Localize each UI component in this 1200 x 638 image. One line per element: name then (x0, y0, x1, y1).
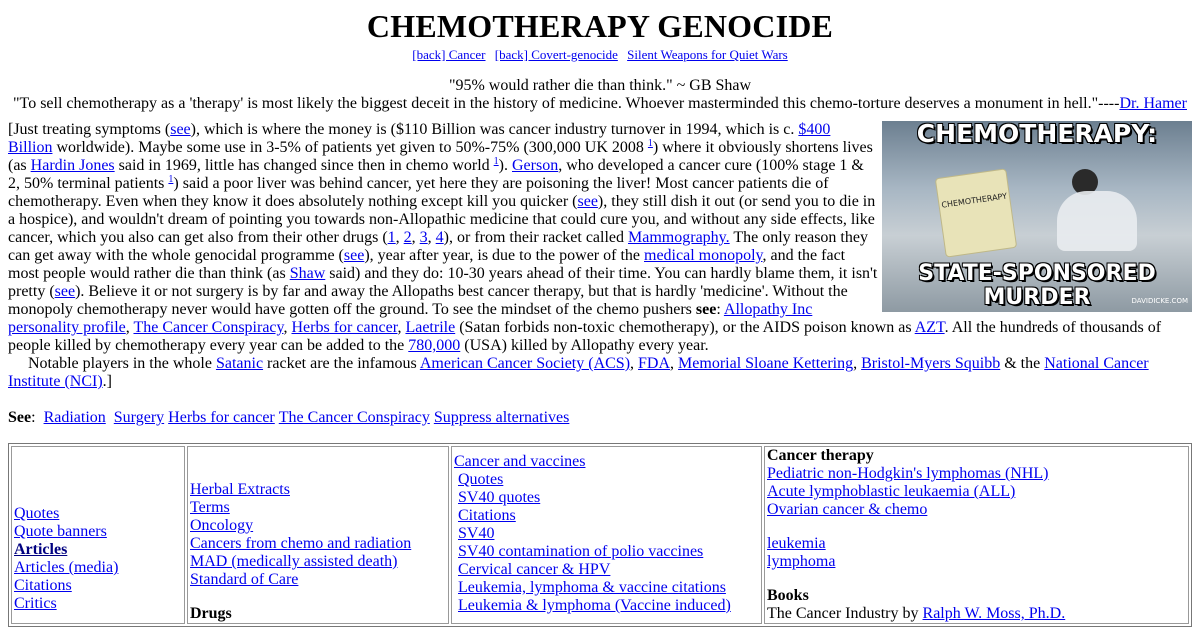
see-bold-label: see (695, 301, 717, 318)
text: , (125, 319, 134, 336)
allopathy-profile-link[interactable]: Allopathy Inc personality profile (8, 301, 813, 336)
chemotherapy-banner-image (882, 121, 1192, 312)
banner-bottom-line2: MURDER (983, 285, 1091, 310)
text: : (716, 301, 724, 318)
sv40-link[interactable]: SV40 (458, 525, 495, 542)
footnote-link[interactable]: 1 (647, 138, 653, 149)
text: , (397, 319, 406, 336)
hamer-quote (8, 95, 1192, 113)
books-heading: Books (767, 587, 809, 604)
text: ). Believe it or not surgery is by far and away the Allopaths best cancer therapy, but that is hardly 'medicine'. Without the monopoly chemotherapy never would have gotten off the ground. To see the mindset of the chemo pushers (8, 283, 848, 318)
text: ). (498, 157, 512, 174)
see-link[interactable]: see (54, 283, 76, 300)
text: ) where it obviously shortens lives (as (8, 139, 873, 174)
hamer-quote-text: "To sell chemotherapy as a 'therapy' is most likely the biggest deceit in the history of medicine. Whoever masterminded this chemo-torture deserves a monument in hell."---- (13, 95, 1120, 112)
see-label: See (8, 409, 32, 426)
nav-column-1 (11, 446, 185, 624)
cervical-hpv-link[interactable]: Cervical cancer & HPV (458, 561, 611, 578)
cancers-from-chemo-link[interactable]: Cancers from chemo and radiation (190, 535, 412, 552)
herbal-extracts-link[interactable]: Herbal Extracts (190, 481, 290, 498)
text: ) said a poor liver was behind cancer, yet here they are poisoning the liver! Most cancer patients die of chemotherapy. Even when they know it does absolutely nothing except kill you quicker ( (8, 175, 829, 210)
navigation-table (8, 443, 1192, 627)
leukemia-vaccine-induced-link[interactable]: Leukemia & lymphoma (Vaccine induced) (458, 597, 731, 614)
terms-link[interactable]: Terms (190, 499, 230, 516)
text: ), which is where the money is ($110 Billion was cancer industry turnover in 1994, which is c. (190, 121, 799, 138)
herbs-for-cancer-link[interactable]: Herbs for cancer (291, 319, 398, 336)
text: Notable players in the whole (28, 355, 216, 372)
nav-column-2 (187, 446, 449, 624)
lymphoma-link[interactable]: lymphoma (767, 553, 836, 570)
leukemia-link[interactable]: leukemia (767, 535, 826, 552)
footnote-link[interactable]: 1 (168, 174, 174, 185)
vaccine-citations-link[interactable]: Citations (458, 507, 516, 524)
book-text: The Cancer Industry by (767, 605, 923, 622)
drug-link-2[interactable]: 2 (403, 229, 412, 246)
mad-link[interactable]: MAD (medically assisted death) (190, 553, 398, 570)
footnote-link[interactable]: 1 (493, 156, 499, 167)
players-paragraph: Notable players in the whole Satanic racket are the infamous American Cancer Society (ACS), FDA, Memorial Sloane Kettering, Bristol-Myers Squibb & the National Cancer Institute (NCI).] (8, 355, 1149, 390)
text: said) and they do: 10-30 years ahead of their time. You can hardly blame them, it isn't pretty ( (8, 265, 878, 300)
fda-link[interactable]: FDA (638, 355, 671, 372)
surgery-link[interactable]: Surgery (113, 409, 165, 426)
ovarian-cancer-link[interactable]: Ovarian cancer & chemo (767, 501, 928, 518)
laetrile-link[interactable]: Laetrile (405, 319, 456, 336)
400-billion-link[interactable]: $400 Billion (8, 121, 831, 156)
see-link[interactable]: see (170, 121, 191, 138)
vaccine-quotes-link[interactable]: Quotes (458, 471, 504, 488)
text: racket are the infamous (263, 355, 420, 372)
gerson-link[interactable]: Gerson (512, 157, 559, 174)
shaw-link[interactable]: Shaw (289, 265, 326, 282)
critics-link[interactable]: Critics (14, 595, 57, 612)
cancer-therapy-heading: Cancer therapy (767, 447, 874, 464)
see-also-line: See: Radiation Surgery Herbs for cancer The Cancer Conspiracy Suppress alternatives (8, 409, 570, 426)
text: . All the hundreds of thousands of people killed by chemotherapy every year can be added to the (8, 319, 1162, 354)
text: (USA) killed by Allopathy every year. (460, 337, 709, 354)
acs-link[interactable]: American Cancer Society (ACS) (419, 355, 631, 372)
radiation-link[interactable]: Radiation (43, 409, 106, 426)
text: , (283, 319, 292, 336)
herbs-link[interactable]: Herbs for cancer (168, 409, 275, 426)
banner-watermark: DAVIDICKE.COM (1131, 297, 1188, 305)
bms-link[interactable]: Bristol-Myers Squibb (861, 355, 1001, 372)
sv40-polio-link[interactable]: SV40 contamination of polio vaccines (458, 543, 704, 560)
back-covert-genocide-link[interactable]: [back] Covert-genocide (494, 47, 618, 62)
text: [Just treating symptoms ( (8, 121, 171, 138)
bag-label: CHEMOTHERAPY (940, 191, 1008, 210)
nci-link[interactable]: National Cancer Institute (NCI) (8, 355, 1149, 390)
see-link[interactable]: see (577, 193, 598, 210)
drug-link-3[interactable]: 3 (419, 229, 428, 246)
articles-link[interactable]: Articles (14, 541, 68, 558)
text: .] (102, 373, 112, 390)
mammography-link[interactable]: Mammography. (628, 229, 730, 246)
banner-bottom-line1: STATE-SPONSORED (918, 261, 1156, 286)
shaw-quote: "95% would rather die than think." ~ GB Shaw (448, 77, 752, 94)
see-link[interactable]: see (343, 247, 365, 264)
conspiracy-link[interactable]: The Cancer Conspiracy (278, 409, 430, 426)
780000-link[interactable]: 780,000 (408, 337, 461, 354)
text: ), they still dish it out (or send you to die in a hospice), and wouldn't dream of pointing you towards non-Allopathic medicine that could cure you, and without any side effects, like cancer, which you also can get also from their other drugs ( (8, 193, 876, 246)
oncology-link[interactable]: Oncology (190, 517, 254, 534)
iv-bag-icon (935, 168, 1017, 257)
cancer-vaccines-link[interactable]: Cancer and vaccines (454, 453, 586, 470)
book-entry (767, 605, 1186, 623)
silent-weapons-link[interactable]: Silent Weapons for Quiet Wars (627, 47, 788, 62)
medical-monopoly-link[interactable]: medical monopoly (644, 247, 763, 264)
quotes-link[interactable]: Quotes (14, 505, 60, 522)
text: (Satan forbids non-toxic chemotherapy), or the AIDS poison known as (455, 319, 915, 336)
hardin-jones-link[interactable]: Hardin Jones (30, 157, 115, 174)
patient-body-shape (1057, 191, 1137, 251)
satanic-link[interactable]: Satanic (215, 355, 264, 372)
sv40-quotes-link[interactable]: SV40 quotes (458, 489, 541, 506)
suppress-alternatives-link[interactable]: Suppress alternatives (433, 409, 570, 426)
text: worldwide). Maybe some use in 3-5% of patients yet given to 50%-75% (300,000 UK 2008 (52, 139, 648, 156)
articles-media-link[interactable]: Articles (media) (14, 559, 119, 576)
dr-hamer-link[interactable]: Dr. Hamer (1119, 95, 1187, 112)
banner-top-text: CHEMOTHERAPY: (916, 121, 1158, 148)
ralph-moss-link[interactable]: Ralph W. Moss, Ph.D. (922, 605, 1066, 622)
text: said in 1969, little has changed since then in chemo world (114, 157, 494, 174)
text: ), year after year, is due to the power of the (364, 247, 644, 264)
text: The only reason they can get away with the whole genocidal programme ( (8, 229, 868, 264)
all-link[interactable]: Acute lymphoblastic leukaemia (ALL) (767, 483, 1016, 500)
text: & the (1000, 355, 1045, 372)
subnav (8, 47, 1192, 63)
msk-link[interactable]: Memorial Sloane Kettering (678, 355, 854, 372)
citations-link[interactable]: Citations (14, 577, 72, 594)
page (0, 8, 1200, 627)
text: ), or from their racket called (443, 229, 629, 246)
text: , who developed a cancer cure (100% stage 1 & 2, 50% terminal patients (8, 157, 864, 192)
nhl-link[interactable]: Pediatric non-Hodgkin's lymphomas (NHL) (767, 465, 1049, 482)
standard-of-care-link[interactable]: Standard of Care (190, 571, 299, 588)
drugs-heading: Drugs (190, 605, 232, 622)
drug-link-4[interactable]: 4 (435, 229, 444, 246)
quote-banners-link[interactable]: Quote banners (14, 523, 107, 540)
nav-column-4 (764, 446, 1189, 624)
back-cancer-link[interactable]: [back] Cancer (412, 47, 486, 62)
vaccine-sublinks (454, 471, 759, 615)
text: , and the fact most people would rather die than think (as (8, 247, 846, 282)
azt-link[interactable]: AZT (914, 319, 945, 336)
nav-column-3 (451, 446, 762, 624)
drug-link-1[interactable]: 1 (387, 229, 396, 246)
leukemia-vaccine-citations-link[interactable]: Leukemia, lymphoma & vaccine citations (458, 579, 726, 596)
cancer-conspiracy-link[interactable]: The Cancer Conspiracy (133, 319, 284, 336)
page-title: CHEMOTHERAPY GENOCIDE (366, 8, 834, 44)
main-paragraph: CHEMOTHERAPY CHEMOTHERAPY: STATE-SPONSORED MURDER DAVIDICKE.COM [Just treating symptoms (see), which is where the money is ($110 Billion was cancer industry turnover in 1994, which is c. $400 Billion worldwide). Maybe some use in 3-5% of patients yet given to 50%-75% (300,000 UK 2008 $^1$) where it obviously shortens lives (as Hardin Jones said in 1969, little has changed since then in chemo world $^1$). Gerson, who developed a cancer cure (100% stage 1 & 2, 50% terminal patients $^1$) said a poor liver was behind cancer, yet here they are poisoning the liver! Most cancer patients die of chemotherapy. Even when they know it does absolutely nothing except kill you quicker (see), they still dish it out (or send you to die in a hospice), and wouldn't dream of pointing you towards non-Allopathic medicine that could cure you, and without any side effects, like cancer, which you also can get also from their other drugs (1, 2, 3, 4), or from their racket called Mammography. The only reason they can get away with the whole genocidal programme (see), year after year, is due to the power of the medical monopoly, and the fact most people would rather die than think (as Shaw said) and they do: 10-30 years ahead of their time. You can hardly blame them, it isn't pretty (see). Believe it or not surgery is by far and away the Allopaths best cancer therapy, but that is hardly 'medicine'. Without the monopoly chemotherapy never would have gotten off the ground. To see the mindset of the chemo pushers see: Allopathy Inc personality profile, The Cancer Conspiracy, Herbs for cancer, Laetrile (Satan forbids non-toxic chemotherapy), or the AIDS poison known as AZT. All the hundreds of thousands of people killed by chemotherapy every year can be added to the 780,000 (USA) killed by Allopathy every year. (8, 121, 1192, 355)
